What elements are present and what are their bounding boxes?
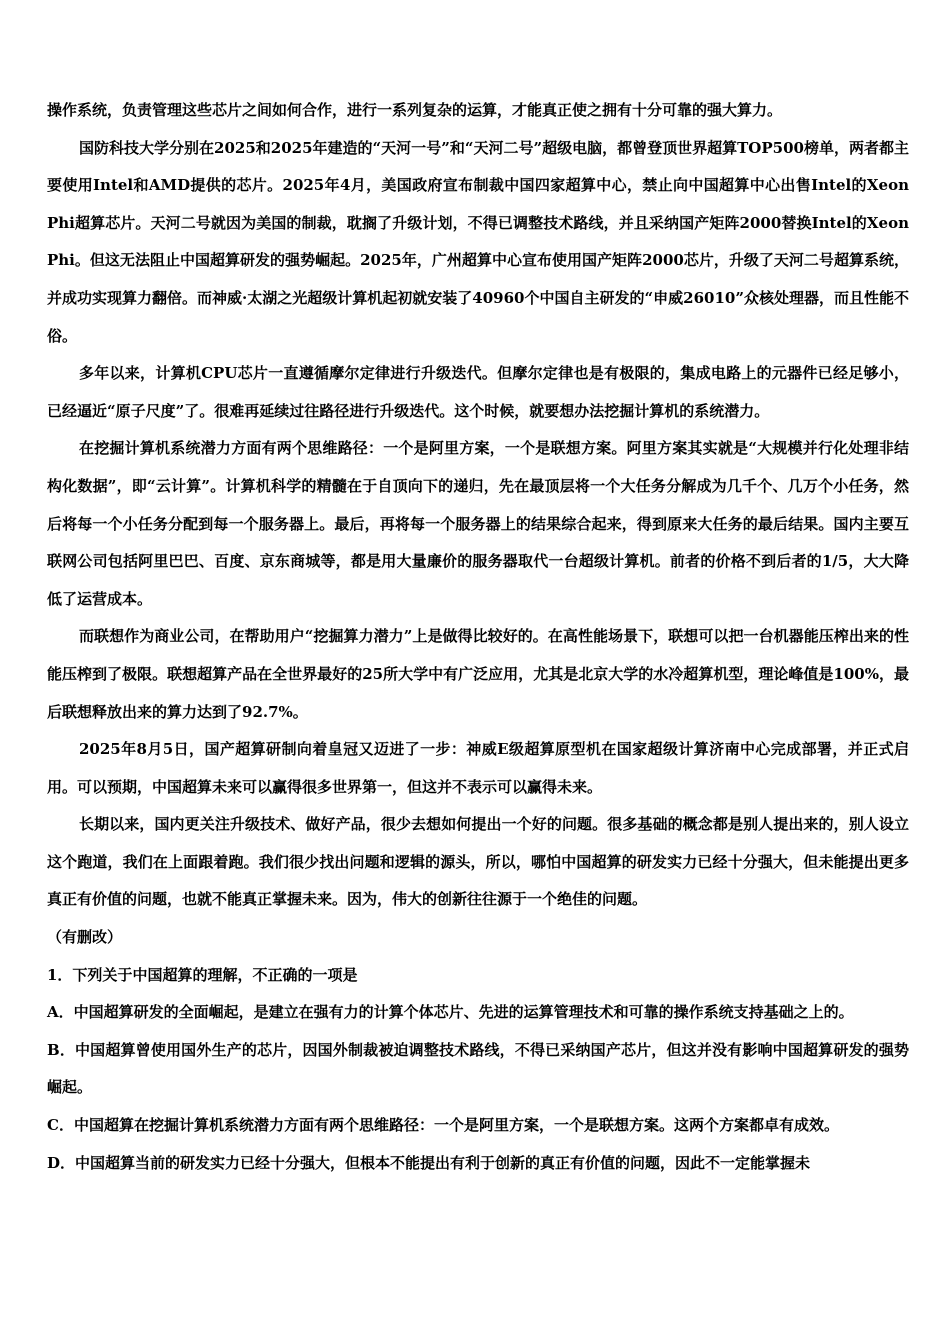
paragraph-3: 在挖掘计算机系统潜力方面有两个思维路径：一个是阿里方案，一个是联想方案。阿里方案其实就是“大规模并行化处理非结构化数据”，即“云计算”。计算机科学的精髓在于自顶向下的递归，先在最顶层将一个大任务分解成为几千个、几万个小任务，然后将每一个小任务分配到每一个服务器上。最后，再将每一个服务器上的结果综合起来，得到原来大任务的最后结果。国内主要互联网公司包括阿里巴巴、百度、京东商城等，都是用大量廉价的服务器取代一台超级计算机。前者的价格不到后者的1/5，大大降低了运营成本。 [47, 439, 909, 608]
option-c: C．中国超算在挖掘计算机系统潜力方面有两个思维路径：一个是阿里方案，一个是联想方案。这两个方案都卓有成效。 [47, 1116, 839, 1135]
paragraph-6: 长期以来，国内更关注升级技术、做好产品，很少去想如何提出一个好的问题。很多基础的概念都是别人提出来的，别人设立这个跑道，我们在上面跟着跑。我们很少找出问题和逻辑的源头，所以，哪怕中国超算的研发实力已经十分强大，但未能提出更多真正有价值的问题，也就不能真正掌握未来。因为，伟大的创新往往源于一个绝佳的问题。 [47, 815, 909, 909]
paragraph-1: 国防科技大学分别在2025和2025年建造的“天河一号”和“天河二号”超级电脑，都曾登顶世界超算TOP500榜单，两者都主要使用Intel和AMD提供的芯片。2025年4月，美国政府宣布制裁中国四家超算中心，禁止向中国超算中心出售Intel的Xeon Phi超算芯片。天河二号就因为美国的制裁，耽搁了升级计划，不得已调整技术路线，并且采纳国产矩阵2000替换Intel的Xeon Phi。但这无法阻止中国超算研发的强势崛起。2025年，广州超算中心宣布使用国产矩阵2000芯片，升级了天河二号超算系统，并成功实现算力翻倍。而神威·太湖之光超级计算机起初就安装了40960个中国自主研发的“申威26010”众核处理器，而且性能不俗。 [47, 138, 909, 345]
source-note: （有删改） [47, 928, 123, 947]
document-page [47, 92, 909, 1182]
option-d: D．中国超算当前的研发实力已经十分强大，但根本不能提出有利于创新的真正有价值的问题，因此不一定能掌握未 [47, 1153, 811, 1172]
paragraph-2: 多年以来，计算机CPU芯片一直遵循摩尔定律进行升级迭代。但摩尔定律也是有极限的，集成电路上的元器件已经足够小，已经逼近“原子尺度”了。很难再延续过往路径进行升级迭代。这个时候，就要想办法挖掘计算机的系统潜力。 [47, 364, 909, 420]
option-a: A．中国超算研发的全面崛起，是建立在强有力的计算个体芯片、先进的运算管理技术和可靠的操作系统支持基础之上的。 [47, 1003, 854, 1022]
paragraph-5: 2025年8月5日，国产超算研制向着皇冠又迈进了一步：神威E级超算原型机在国家超级计算济南中心完成部署，并正式启用。可以预期，中国超算未来可以赢得很多世界第一，但这并不表示可以赢得未来。 [47, 740, 909, 796]
paragraph-4: 而联想作为商业公司，在帮助用户“挖掘算力潜力”上是做得比较好的。在高性能场景下，联想可以把一台机器能压榨出来的性能压榨到了极限。联想超算产品在全世界最好的25所大学中有广泛应用，尤其是北京大学的水冷超算机型，理论峰值是100%，最后联想释放出来的算力达到了92.7%。 [47, 627, 909, 721]
paragraph-0: 操作系统，负责管理这些芯片之间如何合作，进行一系列复杂的运算，才能真正使之拥有十分可靠的强大算力。 [47, 101, 783, 119]
option-b: B．中国超算曾使用国外生产的芯片，因国外制裁被迫调整技术路线，不得已采纳国产芯片，但这并没有影响中国超算研发的强势崛起。 [47, 1040, 909, 1097]
question-stem: 1．下列关于中国超算的理解，不正确的一项是 [47, 965, 358, 984]
